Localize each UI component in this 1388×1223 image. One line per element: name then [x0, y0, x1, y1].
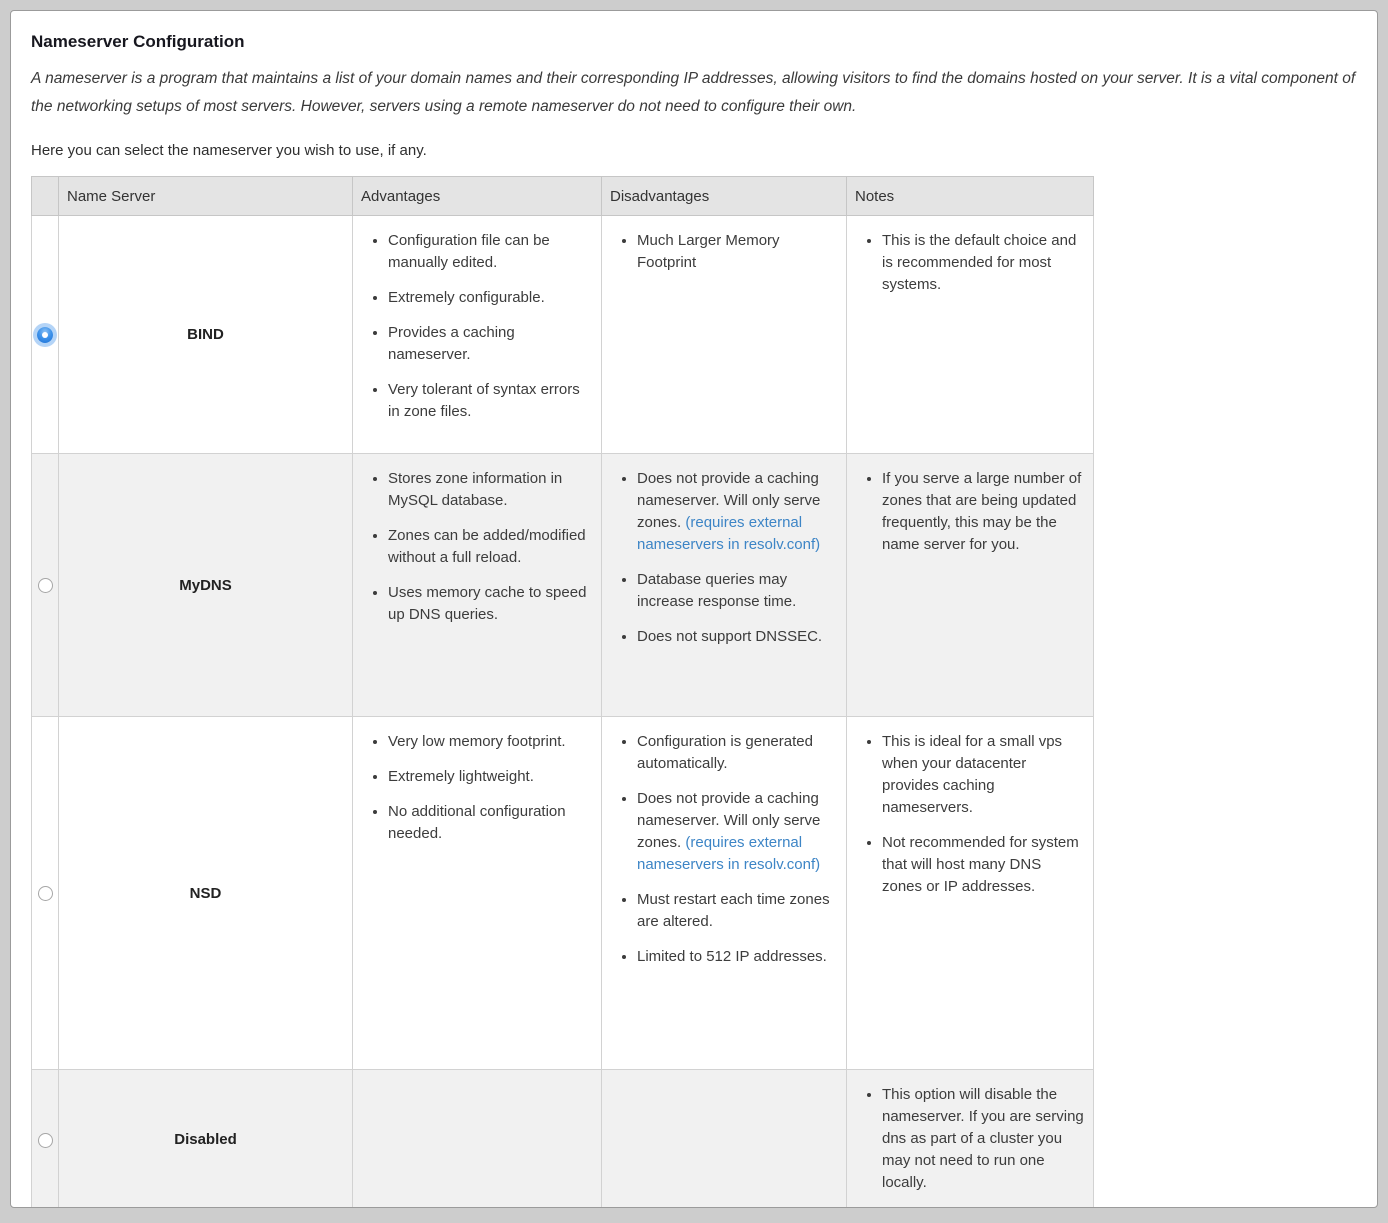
- notes-cell: [847, 216, 1094, 454]
- list-item: • Extremely configurable.: [388, 287, 593, 309]
- notes-cell: [847, 717, 1094, 1070]
- list-item: • Database queries may increase response time.: [637, 569, 838, 613]
- nameserver-table-body: [32, 216, 1094, 1209]
- nameserver-name: NSD: [189, 884, 222, 902]
- list-item: • Extremely lightweight.: [388, 766, 593, 788]
- disadvantages-cell: [602, 1070, 847, 1209]
- list-item: • Configuration is generated automatically.: [637, 731, 838, 775]
- column-header-disadvantages: Disadvantages: [602, 177, 847, 216]
- list-item: • Provides a caching nameserver.: [388, 322, 593, 366]
- radio-bind[interactable]: [37, 327, 53, 343]
- name-cell: [59, 216, 353, 454]
- column-header-name-server: Name Server: [59, 177, 353, 216]
- nameserver-name: Disabled: [174, 1131, 237, 1148]
- radio-cell[interactable]: [32, 454, 59, 717]
- column-header-notes: Notes: [847, 177, 1094, 216]
- list-item: • Very tolerant of syntax errors in zone files.: [388, 379, 593, 423]
- list-item: • Very low memory footprint.: [388, 731, 593, 753]
- list-item: • Uses memory cache to speed up DNS queries.: [388, 582, 593, 626]
- list-item: • This is ideal for a small vps when your datacenter provides caching nameservers.: [882, 731, 1085, 819]
- name-cell: [59, 454, 353, 717]
- table-row: [32, 1070, 1094, 1209]
- disadvantages-list: [610, 468, 838, 648]
- list-item: • If you serve a large number of zones that are being updated frequently, this may be the name server for you.: [882, 468, 1085, 556]
- table-row: [32, 216, 1094, 454]
- notes-cell: [847, 454, 1094, 717]
- page-description: A nameserver is a program that maintains a list of your domain names and their corresponding IP addresses, allowing visitors to find the domains hosted on your server. It is a vital component of the networking setups of most servers. However, servers using a remote nameserver do not need to configure their own.: [31, 70, 1356, 115]
- nameserver-config-panel: [10, 10, 1378, 1208]
- disadvantages-list: [610, 230, 838, 274]
- advantages-list: [361, 468, 593, 626]
- nameserver-name: BIND: [187, 326, 224, 343]
- radio-disabled[interactable]: [38, 1133, 53, 1148]
- advantages-list: [361, 731, 593, 845]
- resolv-conf-link[interactable]: (requires external nameservers in resolv.conf): [637, 834, 821, 873]
- disadvantages-cell: [602, 454, 847, 717]
- notes-list: [855, 230, 1085, 296]
- advantages-cell: [353, 1070, 602, 1209]
- list-item: • This is the default choice and is recommended for most systems.: [882, 230, 1085, 296]
- notes-cell: [847, 1070, 1094, 1209]
- name-cell: [59, 717, 353, 1070]
- table-row: [32, 717, 1094, 1070]
- list-item: • Not recommended for system that will host many DNS zones or IP addresses.: [882, 832, 1085, 898]
- disadvantages-cell: [602, 717, 847, 1070]
- page-title: Nameserver Configuration: [31, 32, 245, 51]
- table-row: [32, 454, 1094, 717]
- radio-mydns[interactable]: [38, 578, 53, 593]
- advantages-cell: [353, 216, 602, 454]
- list-item: • Does not provide a caching nameserver. Will only serve zones. (requires external nameservers in resolv.conf): [637, 788, 838, 876]
- list-item: • No additional configuration needed.: [388, 801, 593, 845]
- list-item: • This option will disable the nameserver. If you are serving dns as part of a cluster you may not need to run one locally.: [882, 1084, 1085, 1194]
- page-instruction: Here you can select the nameserver you wish to use, if any.: [31, 142, 427, 159]
- nameserver-table: [31, 176, 1094, 1208]
- list-item: • Zones can be added/modified without a full reload.: [388, 525, 593, 569]
- notes-list: [855, 1084, 1085, 1194]
- name-cell: [59, 1070, 353, 1209]
- radio-cell[interactable]: [32, 216, 59, 454]
- advantages-list: [361, 230, 593, 423]
- advantages-cell: [353, 717, 602, 1070]
- list-item: • Stores zone information in MySQL database.: [388, 468, 593, 512]
- list-item: • Limited to 512 IP addresses.: [637, 946, 838, 968]
- list-item: • Much Larger Memory Footprint: [637, 230, 838, 274]
- list-item: • Does not provide a caching nameserver. Will only serve zones. (requires external nameservers in resolv.conf): [637, 468, 838, 556]
- radio-cell[interactable]: [32, 1070, 59, 1209]
- nameserver-name: MyDNS: [179, 576, 232, 594]
- radio-nsd[interactable]: [38, 886, 53, 901]
- list-item: • Must restart each time zones are altered.: [637, 889, 838, 933]
- column-header-advantages: Advantages: [353, 177, 602, 216]
- radio-column-header: [32, 177, 59, 216]
- radio-cell[interactable]: [32, 717, 59, 1070]
- list-item: • Does not support DNSSEC.: [637, 626, 838, 648]
- advantages-cell: [353, 454, 602, 717]
- resolv-conf-link[interactable]: (requires external nameservers in resolv.conf): [637, 514, 821, 553]
- notes-list: [855, 731, 1085, 898]
- disadvantages-list: [610, 731, 838, 968]
- notes-list: [855, 468, 1085, 556]
- disadvantages-cell: [602, 216, 847, 454]
- list-item: • Configuration file can be manually edited.: [388, 230, 593, 274]
- table-header-row: [32, 177, 1094, 216]
